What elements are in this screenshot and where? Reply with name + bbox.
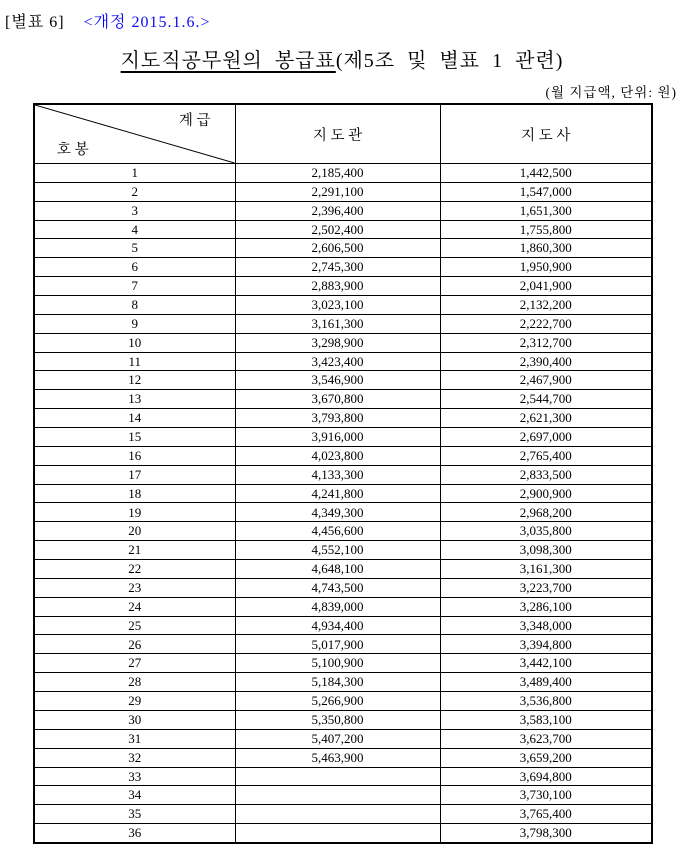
table-row	[34, 748, 652, 767]
jidosa-cell: 3,348,000	[440, 616, 652, 635]
jidosa-cell: 2,390,400	[440, 352, 652, 371]
jidosa-cell: 2,697,000	[440, 428, 652, 447]
jidogwan-cell: 3,670,800	[235, 390, 440, 409]
jidogwan-cell: 5,350,800	[235, 710, 440, 729]
step-cell: 8	[34, 296, 235, 315]
table-body	[34, 164, 652, 843]
jidosa-cell: 3,694,800	[440, 767, 652, 786]
jidogwan-cell: 5,266,900	[235, 692, 440, 711]
step-cell: 3	[34, 201, 235, 220]
step-cell: 26	[34, 635, 235, 654]
jidosa-cell: 3,223,700	[440, 578, 652, 597]
jidosa-cell: 2,132,200	[440, 296, 652, 315]
step-cell: 18	[34, 484, 235, 503]
jidogwan-cell: 5,017,900	[235, 635, 440, 654]
step-cell: 36	[34, 824, 235, 843]
jidogwan-cell: 4,839,000	[235, 597, 440, 616]
jidogwan-cell	[235, 805, 440, 824]
jidosa-cell: 3,798,300	[440, 824, 652, 843]
table-row	[34, 409, 652, 428]
table-row	[34, 541, 652, 560]
jidogwan-cell: 3,023,100	[235, 296, 440, 315]
step-cell: 33	[34, 767, 235, 786]
jidosa-cell: 3,098,300	[440, 541, 652, 560]
jidosa-cell: 2,621,300	[440, 409, 652, 428]
step-cell: 9	[34, 314, 235, 333]
step-cell: 7	[34, 277, 235, 296]
jidosa-cell: 3,659,200	[440, 748, 652, 767]
jidogwan-cell: 5,407,200	[235, 729, 440, 748]
jidogwan-cell: 2,396,400	[235, 201, 440, 220]
step-cell: 29	[34, 692, 235, 711]
table-row	[34, 654, 652, 673]
jidogwan-cell: 4,023,800	[235, 446, 440, 465]
table-row	[34, 560, 652, 579]
table-row	[34, 446, 652, 465]
table-row	[34, 182, 652, 201]
jidogwan-cell: 3,298,900	[235, 333, 440, 352]
step-cell: 22	[34, 560, 235, 579]
table-row	[34, 352, 652, 371]
table-row	[34, 277, 652, 296]
jidosa-cell: 2,765,400	[440, 446, 652, 465]
step-cell: 15	[34, 428, 235, 447]
jidogwan-cell: 3,546,900	[235, 371, 440, 390]
jidogwan-cell: 4,133,300	[235, 465, 440, 484]
jidosa-cell: 1,755,800	[440, 220, 652, 239]
step-cell: 5	[34, 239, 235, 258]
step-cell: 23	[34, 578, 235, 597]
step-cell: 4	[34, 220, 235, 239]
jidosa-cell: 2,900,900	[440, 484, 652, 503]
step-cell: 35	[34, 805, 235, 824]
corner-cell	[34, 104, 235, 164]
table-row	[34, 578, 652, 597]
jidogwan-cell: 4,349,300	[235, 503, 440, 522]
jidogwan-cell: 4,743,500	[235, 578, 440, 597]
jidosa-cell: 1,547,000	[440, 182, 652, 201]
table-row	[34, 786, 652, 805]
jidosa-cell: 1,651,300	[440, 201, 652, 220]
table-row	[34, 805, 652, 824]
table-row	[34, 616, 652, 635]
jidosa-cell: 3,035,800	[440, 522, 652, 541]
jidosa-cell: 2,041,900	[440, 277, 652, 296]
jidogwan-cell: 3,793,800	[235, 409, 440, 428]
jidogwan-cell: 2,502,400	[235, 220, 440, 239]
step-cell: 13	[34, 390, 235, 409]
jidogwan-cell: 2,883,900	[235, 277, 440, 296]
jidogwan-cell: 2,606,500	[235, 239, 440, 258]
step-cell: 6	[34, 258, 235, 277]
column-header-jidosa: 지 도 사	[440, 104, 652, 164]
jidogwan-cell: 5,184,300	[235, 673, 440, 692]
step-cell: 11	[34, 352, 235, 371]
jidogwan-cell: 2,185,400	[235, 164, 440, 183]
header-row	[34, 104, 652, 164]
table-row	[34, 824, 652, 843]
step-cell: 32	[34, 748, 235, 767]
jidosa-cell: 2,312,700	[440, 333, 652, 352]
table-row	[34, 484, 652, 503]
table-row	[34, 522, 652, 541]
corner-grade-label: 계 급	[178, 113, 211, 129]
step-cell: 34	[34, 786, 235, 805]
unit-note: (월 지급액, 단위: 원)	[545, 85, 677, 100]
jidogwan-cell: 2,291,100	[235, 182, 440, 201]
page-title	[0, 44, 684, 73]
jidosa-cell: 3,730,100	[440, 786, 652, 805]
table-row	[34, 710, 652, 729]
jidogwan-cell: 4,241,800	[235, 484, 440, 503]
jidogwan-cell	[235, 767, 440, 786]
table-row	[34, 201, 652, 220]
jidosa-cell: 1,950,900	[440, 258, 652, 277]
jidosa-cell: 2,467,900	[440, 371, 652, 390]
jidosa-cell: 3,623,700	[440, 729, 652, 748]
table-row	[34, 503, 652, 522]
jidosa-cell: 3,442,100	[440, 654, 652, 673]
step-cell: 21	[34, 541, 235, 560]
step-cell: 31	[34, 729, 235, 748]
jidosa-cell: 3,489,400	[440, 673, 652, 692]
table-row	[34, 296, 652, 315]
jidogwan-cell: 3,423,400	[235, 352, 440, 371]
jidogwan-cell: 4,648,100	[235, 560, 440, 579]
table-row	[34, 767, 652, 786]
step-cell: 24	[34, 597, 235, 616]
jidosa-cell: 3,583,100	[440, 710, 652, 729]
table-row	[34, 258, 652, 277]
jidosa-cell: 2,833,500	[440, 465, 652, 484]
jidogwan-cell: 4,456,600	[235, 522, 440, 541]
jidosa-cell: 1,860,300	[440, 239, 652, 258]
jidogwan-cell: 3,916,000	[235, 428, 440, 447]
table-row	[34, 220, 652, 239]
jidosa-cell: 3,536,800	[440, 692, 652, 711]
step-cell: 30	[34, 710, 235, 729]
table-row	[34, 597, 652, 616]
table-row	[34, 428, 652, 447]
step-cell: 25	[34, 616, 235, 635]
step-cell: 28	[34, 673, 235, 692]
page-title-underlined: 지도직공무원의 봉급표	[120, 50, 336, 72]
jidosa-cell: 3,394,800	[440, 635, 652, 654]
jidosa-cell: 3,161,300	[440, 560, 652, 579]
jidogwan-cell: 5,100,900	[235, 654, 440, 673]
table-row	[34, 314, 652, 333]
jidosa-cell: 3,286,100	[440, 597, 652, 616]
jidogwan-cell	[235, 786, 440, 805]
salary-table	[33, 103, 653, 844]
step-cell: 10	[34, 333, 235, 352]
jidogwan-cell	[235, 824, 440, 843]
table-row	[34, 390, 652, 409]
table-row	[34, 635, 652, 654]
table-row	[34, 333, 652, 352]
step-cell: 14	[34, 409, 235, 428]
table-row	[34, 729, 652, 748]
step-cell: 20	[34, 522, 235, 541]
column-header-jidogwan: 지 도 관	[235, 104, 440, 164]
jidosa-cell: 2,222,700	[440, 314, 652, 333]
jidogwan-cell: 4,552,100	[235, 541, 440, 560]
jidogwan-cell: 3,161,300	[235, 314, 440, 333]
step-cell: 2	[34, 182, 235, 201]
revision-label: <개정 2015.1.6.>	[83, 14, 211, 31]
jidogwan-cell: 2,745,300	[235, 258, 440, 277]
page-title-paren: (제5조 및 별표 1 관련)	[335, 50, 564, 72]
jidosa-cell: 1,442,500	[440, 164, 652, 183]
jidosa-cell: 3,765,400	[440, 805, 652, 824]
jidosa-cell: 2,968,200	[440, 503, 652, 522]
jidogwan-cell: 5,463,900	[235, 748, 440, 767]
jidogwan-cell: 4,934,400	[235, 616, 440, 635]
table-row	[34, 673, 652, 692]
annex-line	[5, 9, 211, 32]
table-row	[34, 465, 652, 484]
step-cell: 19	[34, 503, 235, 522]
annex-label: [별표 6]	[5, 14, 65, 31]
step-cell: 27	[34, 654, 235, 673]
table-row	[34, 371, 652, 390]
jidosa-cell: 2,544,700	[440, 390, 652, 409]
table-row	[34, 239, 652, 258]
step-cell: 17	[34, 465, 235, 484]
table-row	[34, 164, 652, 183]
step-cell: 1	[34, 164, 235, 183]
step-cell: 16	[34, 446, 235, 465]
step-cell: 12	[34, 371, 235, 390]
table-row	[34, 692, 652, 711]
corner-step-label: 호 봉	[57, 142, 89, 158]
